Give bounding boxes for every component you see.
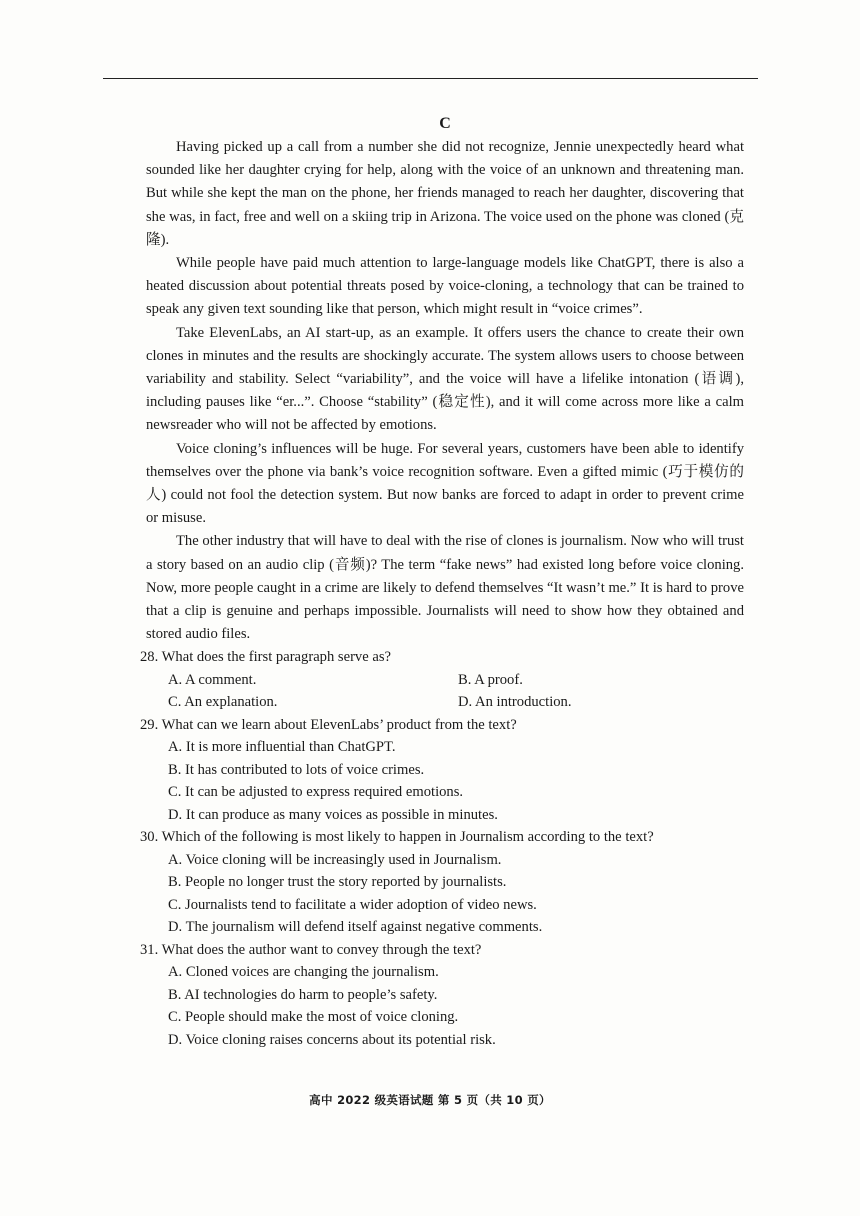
option-d: D. The journalism will defend itself against negative comments. [168, 919, 543, 936]
option-b: B. AI technologies do harm to people’s safety. [168, 986, 438, 1003]
question-30 [140, 826, 744, 939]
question-list [140, 646, 744, 1051]
option-d: D. It can produce as many voices as possible in minutes. [168, 806, 498, 823]
option-a: A. It is more influential than ChatGPT. [168, 739, 396, 756]
question-text: What does the first paragraph serve as? [161, 649, 391, 666]
paragraph-3: Take ElevenLabs, an AI start-up, as an example. It offers users the chance to create their own clones in minutes and the results are shockingly accurate. The system allows users to choose between variability and stability. Select “variability”, and the voice will have a lifelike intonation (语调), including pauses like “er...”. Choose “stability” (稳定性), and it will come across more like a calm newsreader who will not be affected by emotions. [146, 324, 744, 434]
question-stem [140, 826, 744, 849]
section-letter: C [439, 115, 451, 132]
option-c: C. An explanation. [168, 694, 278, 711]
option-c: C. Journalists tend to facilitate a wider adoption of video news. [168, 896, 537, 913]
options [146, 736, 744, 826]
option-c: C. It can be adjusted to express required emotions. [168, 784, 464, 801]
page-footer: 高中 2022 级英语试题 第 5 页（共 10 页） [309, 1093, 551, 1107]
option-d: D. Voice cloning raises concerns about its potential risk. [168, 1031, 496, 1048]
paragraph-2: While people have paid much attention to large-language models like ChatGPT, there is also a heated discussion about potential threats posed by voice-cloning, a technology that can be trained to speak any given text sounding like that person, which might result in “voice crimes”. [146, 255, 744, 318]
question-stem [140, 939, 744, 962]
option-b: B. A proof. [458, 671, 523, 688]
options [146, 961, 744, 1051]
question-text: What does the author want to convey through the text? [161, 941, 482, 958]
question-number: 31. [140, 941, 159, 958]
option-b: B. People no longer trust the story reported by journalists. [168, 874, 507, 891]
question-number: 28. [140, 649, 159, 666]
question-number: 29. [140, 716, 159, 733]
option-a: A. Voice cloning will be increasingly used in Journalism. [168, 851, 502, 868]
question-stem [140, 714, 744, 737]
option-b: B. It has contributed to lots of voice crimes. [168, 761, 425, 778]
question-text: Which of the following is most likely to happen in Journalism according to the text? [161, 829, 654, 846]
paragraph-4: Voice cloning’s influences will be huge. For several years, customers have been able to identify themselves over the phone via bank’s voice recognition software. Even a gifted mimic (巧于模仿的人) could not fool the detection system. But now banks are forced to adapt in order to prevent crime or misuse. [146, 440, 744, 527]
question-number: 30. [140, 829, 159, 846]
options [146, 669, 744, 714]
reading-passage-c [140, 112, 744, 1051]
question-29 [140, 714, 744, 827]
question-text: What can we learn about ElevenLabs’ product from the text? [161, 716, 517, 733]
option-a: A. Cloned voices are changing the journalism. [168, 964, 439, 981]
option-d: D. An introduction. [458, 694, 572, 711]
question-28 [140, 646, 744, 714]
option-c: C. People should make the most of voice cloning. [168, 1009, 459, 1026]
paragraph-5: The other industry that will have to deal with the rise of clones is journalism. Now who will trust a story based on an audio clip (音频)? The term “fake news” had existed long before voice cloning. Now, more people caught in a crime are likely to defend themselves “It wasn’t me.” It is hard to prove that a clip is genuine and perhaps impossible. Journalists will need to show how they obtained and stored audio files. [146, 533, 744, 643]
header-rule [103, 78, 758, 79]
option-a: A. A comment. [168, 671, 257, 688]
paragraph-1: Having picked up a call from a number she did not recognize, Jennie unexpectedly heard what sounded like her daughter crying for help, along with the voice of an unknown and threatening man. But while she kept the man on the phone, her friends managed to reach her daughter, discovering that she was, in fact, free and well on a skiing trip in Arizona. The voice used on the phone was cloned (克隆). [146, 139, 744, 248]
question-stem [140, 646, 744, 669]
question-31 [140, 939, 744, 1052]
options [146, 849, 744, 939]
